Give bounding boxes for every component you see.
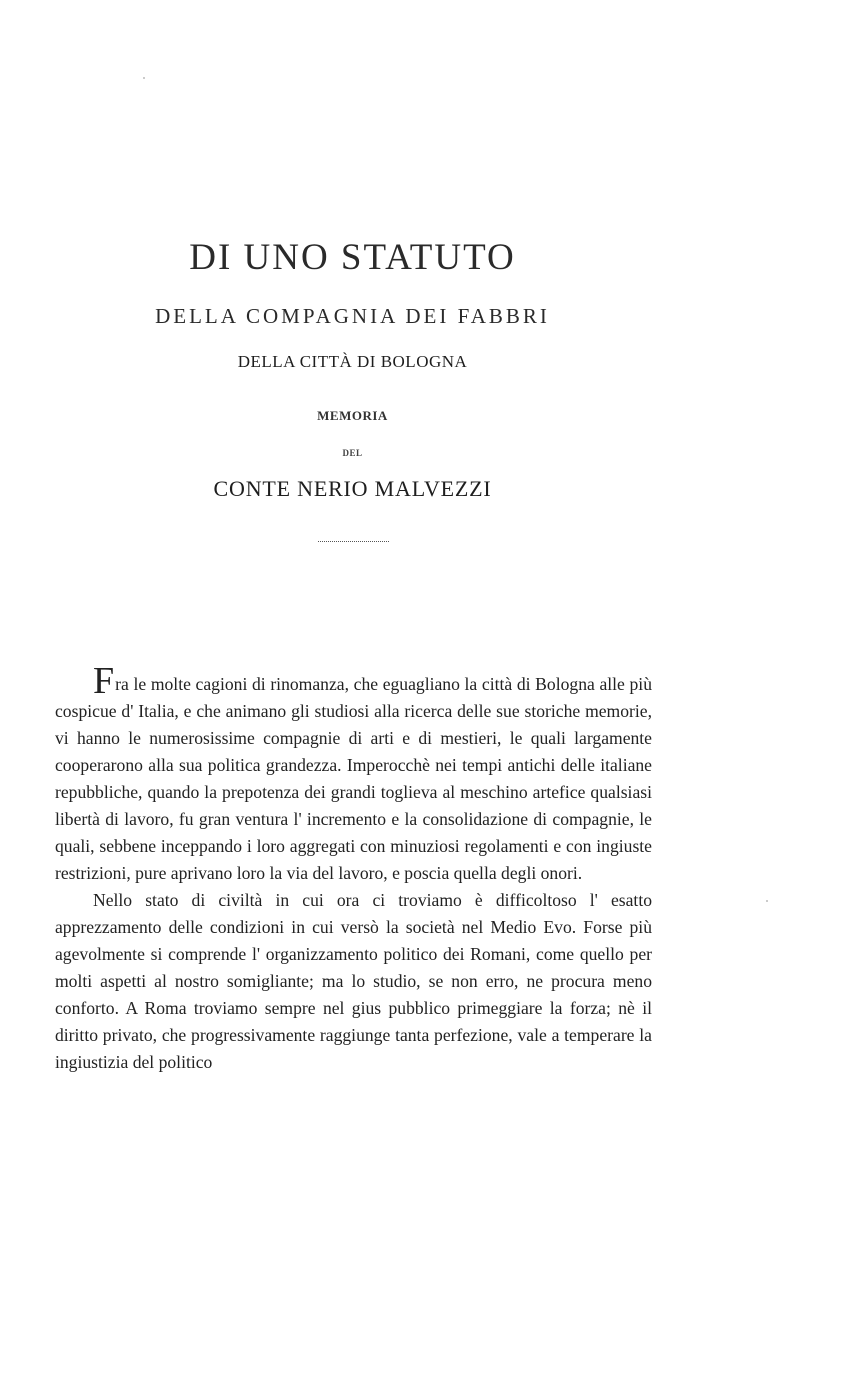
paper-speck (766, 900, 768, 902)
paragraph-1-text: ra le molte cagioni di rinomanza, che eguagliano la città di Bologna alle più cospicue d' Italia, e che animano gli studiosi alla ricerca delle sue storiche memorie, vi hanno le numerosissime compagnie di arti e di mestieri, le quali largamente cooperarono alla sua politica grandezza. Imperocchè nei tempi antichi delle italiane repubbliche, quando la prepotenza dei grandi toglieva al meschino artefice qualsiasi libertà di lavoro, fu gran ventura l' incremento e la consolidazione di compagnie, le quali, sebbene inceppando i loro aggregati con minuziosi regolamenti e con ingiuste restrizioni, pure aprivano loro la via del lavoro, e poscia quella degli onori. (55, 674, 652, 883)
paragraph-1 (55, 660, 652, 887)
title-city: DELLA CITTÀ DI BOLOGNA (237, 352, 468, 371)
paragraph-2: Nello stato di civiltà in cui ora ci troviamo è difficoltoso l' esatto apprezzamento delle condizioni in cui versò la società nel Medio Evo. Forse più agevolmente si comprende l' organizzamento politico dei Romani, come quello per molti aspetti al nostro somigliante; ma lo studio, se non erro, ne procura meno conforto. A Roma troviamo sempre nel gius pubblico primeggiare la forza; nè il diritto privato, che progressivamente raggiunge tanta perfezione, vale a temperare la ingiustizia del politico (55, 890, 652, 1072)
memoria-label: MEMORIA (317, 408, 388, 423)
title-main: DI UNO STATUTO (189, 237, 516, 278)
del-label: DEL (342, 448, 363, 458)
paper-speck (143, 77, 145, 79)
author-name: CONTE NERIO MALVEZZI (213, 476, 492, 501)
title-subtitle: DELLA COMPAGNIA DEI FABBRI (155, 304, 550, 328)
body-text (55, 660, 652, 1076)
drop-cap: F (93, 660, 115, 702)
title-divider (318, 541, 389, 542)
